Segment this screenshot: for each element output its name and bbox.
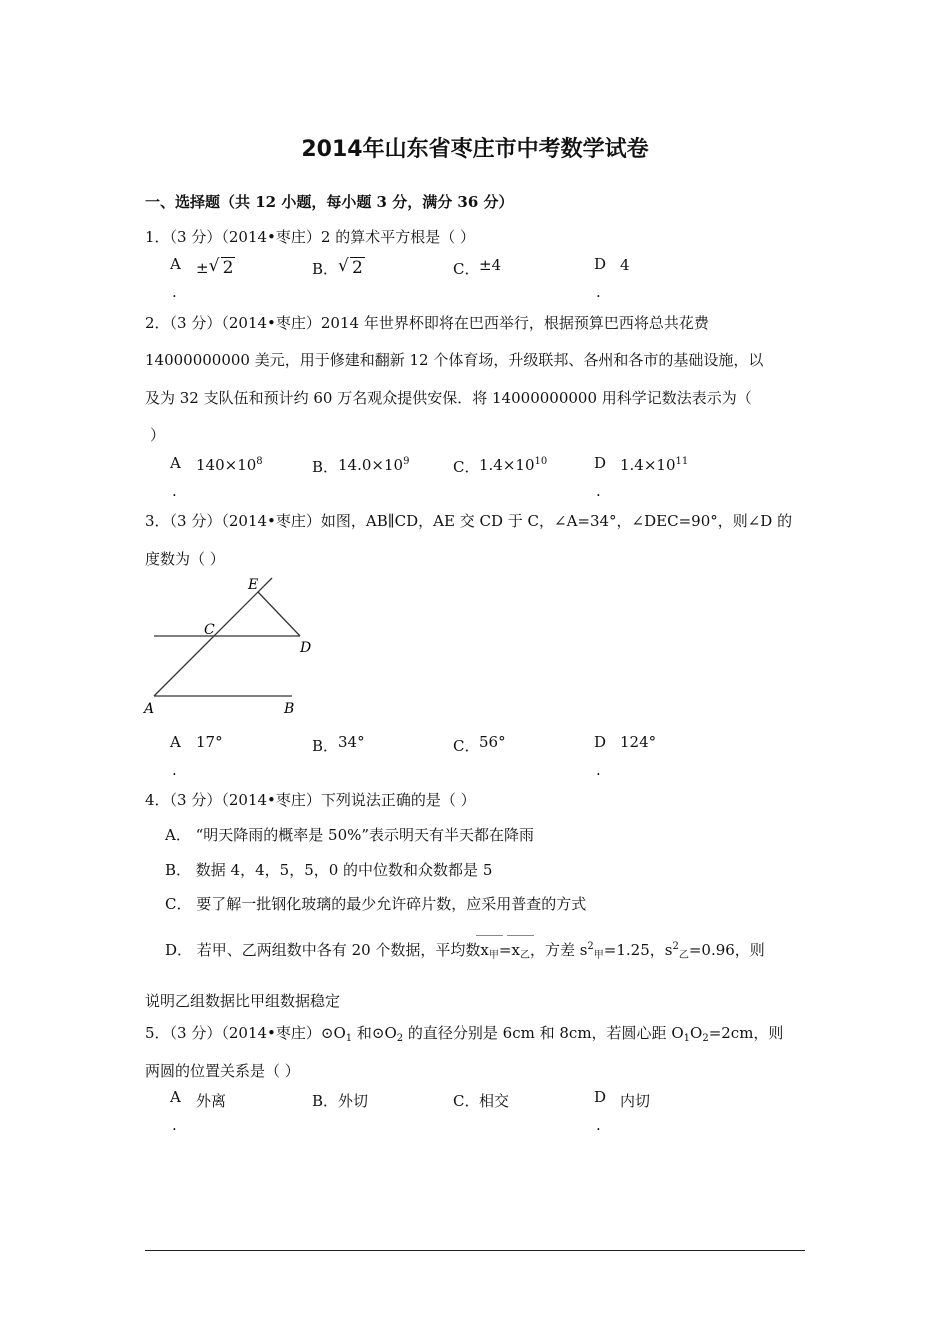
option-b-value: $14.0\times 10^9$: [338, 456, 410, 474]
option-a-value: $140\times 10^8$: [196, 456, 263, 474]
option-c-label: C．: [453, 737, 480, 755]
geometry-figure: [140, 572, 330, 720]
mean-yi: $x_乙$: [511, 941, 529, 959]
option-d-dot: .: [596, 482, 601, 500]
footer-divider: [145, 1250, 805, 1251]
option-b-label: B．: [312, 260, 339, 278]
option-a-label: A: [170, 454, 181, 472]
option-b-value: 外切: [338, 1092, 369, 1110]
question-2-line-1: 2．（3 分）（2014•枣庄）2014 年世界杯即将在巴西举行，根据预算巴西将总共花费: [145, 314, 709, 332]
option-c-value: 56°: [479, 733, 506, 751]
question-2-line-4: ）: [150, 426, 166, 444]
option-d-dot: .: [596, 761, 601, 779]
option-d-label: D: [594, 733, 607, 751]
question-5-line-1: 5．（3 分）（2014•枣庄）$⊙O_1$ 和$⊙O_2$ 的直径分别是 6cm 和 8cm，若圆心距 $O_1O_2=2cm$，则: [145, 1024, 784, 1044]
option-b-label: B．: [312, 1092, 339, 1110]
section-heading: 一、选择题（共 12 小题，每小题 3 分，满分 36 分）: [145, 193, 514, 211]
option-a-label: A: [170, 255, 181, 273]
option-c-label: C．: [453, 458, 480, 476]
option-d-value: 4: [620, 256, 630, 274]
option-a-dot: .: [172, 482, 177, 500]
label-c: C: [204, 622, 215, 638]
question-4-option-a: A． “明天降雨的概率是 50%”表示明天有半天都在降雨: [165, 826, 535, 844]
option-a-dot: .: [172, 283, 177, 301]
option-b-label: B．: [312, 737, 339, 755]
page-title: 2014年山东省枣庄市中考数学试卷: [301, 137, 649, 162]
label-e: E: [248, 577, 259, 593]
option-c-value: 相交: [479, 1092, 510, 1110]
question-4-option-d: D． 若甲、乙两组数中各有 20 个数据，平均数 $x_甲=$ $x_乙$，方差 $s^2_甲=1.25$，$s^2_乙=0.96$，则: [165, 939, 765, 960]
option-a-dot: .: [172, 1116, 177, 1134]
option-d-label: D: [594, 255, 607, 273]
option-c-label: C．: [453, 1092, 480, 1110]
mean-jia: $x_甲$: [480, 941, 498, 959]
option-d-value: 内切: [620, 1092, 651, 1110]
question-4-stem: 4．（3 分）（2014•枣庄）下列说法正确的是（ ）: [145, 791, 476, 809]
option-b-value: [338, 258, 365, 278]
option-a-value: 17°: [196, 733, 223, 751]
option-a-value: ± √ 2: [196, 256, 234, 278]
option-c-value: $1.4\times 10^{10}$: [479, 456, 548, 474]
option-d-value: $1.4\times 10^{11}$: [620, 456, 689, 474]
question-3-line-2: 度数为（ ）: [145, 550, 225, 568]
option-a-label: A: [170, 1088, 181, 1106]
question-2-line-3: 及为 32 支队伍和预计约 60 万名观众提供安保．将 14000000000 用科学记数法表示为（: [145, 389, 752, 407]
option-b-value: 34°: [338, 733, 365, 751]
option-d-dot: .: [596, 283, 601, 301]
question-4-option-b: B． 数据 4，4，5，5，0 的中位数和众数都是 5: [165, 861, 493, 879]
option-a-value: 外离: [196, 1092, 227, 1110]
question-1-stem: 1．（3 分）（2014•枣庄）2 的算术平方根是（ ）: [145, 228, 475, 246]
option-c-value: ±4: [479, 256, 502, 274]
option-a-dot: .: [172, 761, 177, 779]
label-b: B: [284, 701, 295, 717]
option-d-dot: .: [596, 1116, 601, 1134]
question-4-option-c: C． 要了解一批钢化玻璃的最少允许碎片数，应采用普查的方式: [165, 895, 587, 913]
question-5-line-2: 两圆的位置关系是（ ）: [145, 1062, 300, 1080]
line-ed: [258, 592, 300, 636]
question-4-option-d-line-2: 说明乙组数据比甲组数据稳定: [145, 992, 341, 1010]
sqrt-symbol: √ 2: [338, 256, 363, 278]
label-d: D: [300, 640, 312, 656]
sqrt-symbol: √ 2: [208, 256, 234, 278]
option-c-label: C．: [453, 260, 480, 278]
option-a-label: A: [170, 733, 181, 751]
label-a: A: [144, 701, 155, 717]
option-d-label: D: [594, 454, 607, 472]
option-d-value: 124°: [620, 733, 657, 751]
question-2-line-2: 14000000000 美元，用于修建和翻新 12 个体育场，升级联邦、各州和各市的基础设施，以: [145, 351, 764, 369]
option-b-label: B．: [312, 458, 339, 476]
option-d-label: D: [594, 1088, 607, 1106]
question-3-line-1: 3．（3 分）（2014•枣庄）如图，AB∥CD，AE 交 CD 于 C，∠A=34°，∠DEC=90°，则∠D 的: [145, 512, 793, 530]
